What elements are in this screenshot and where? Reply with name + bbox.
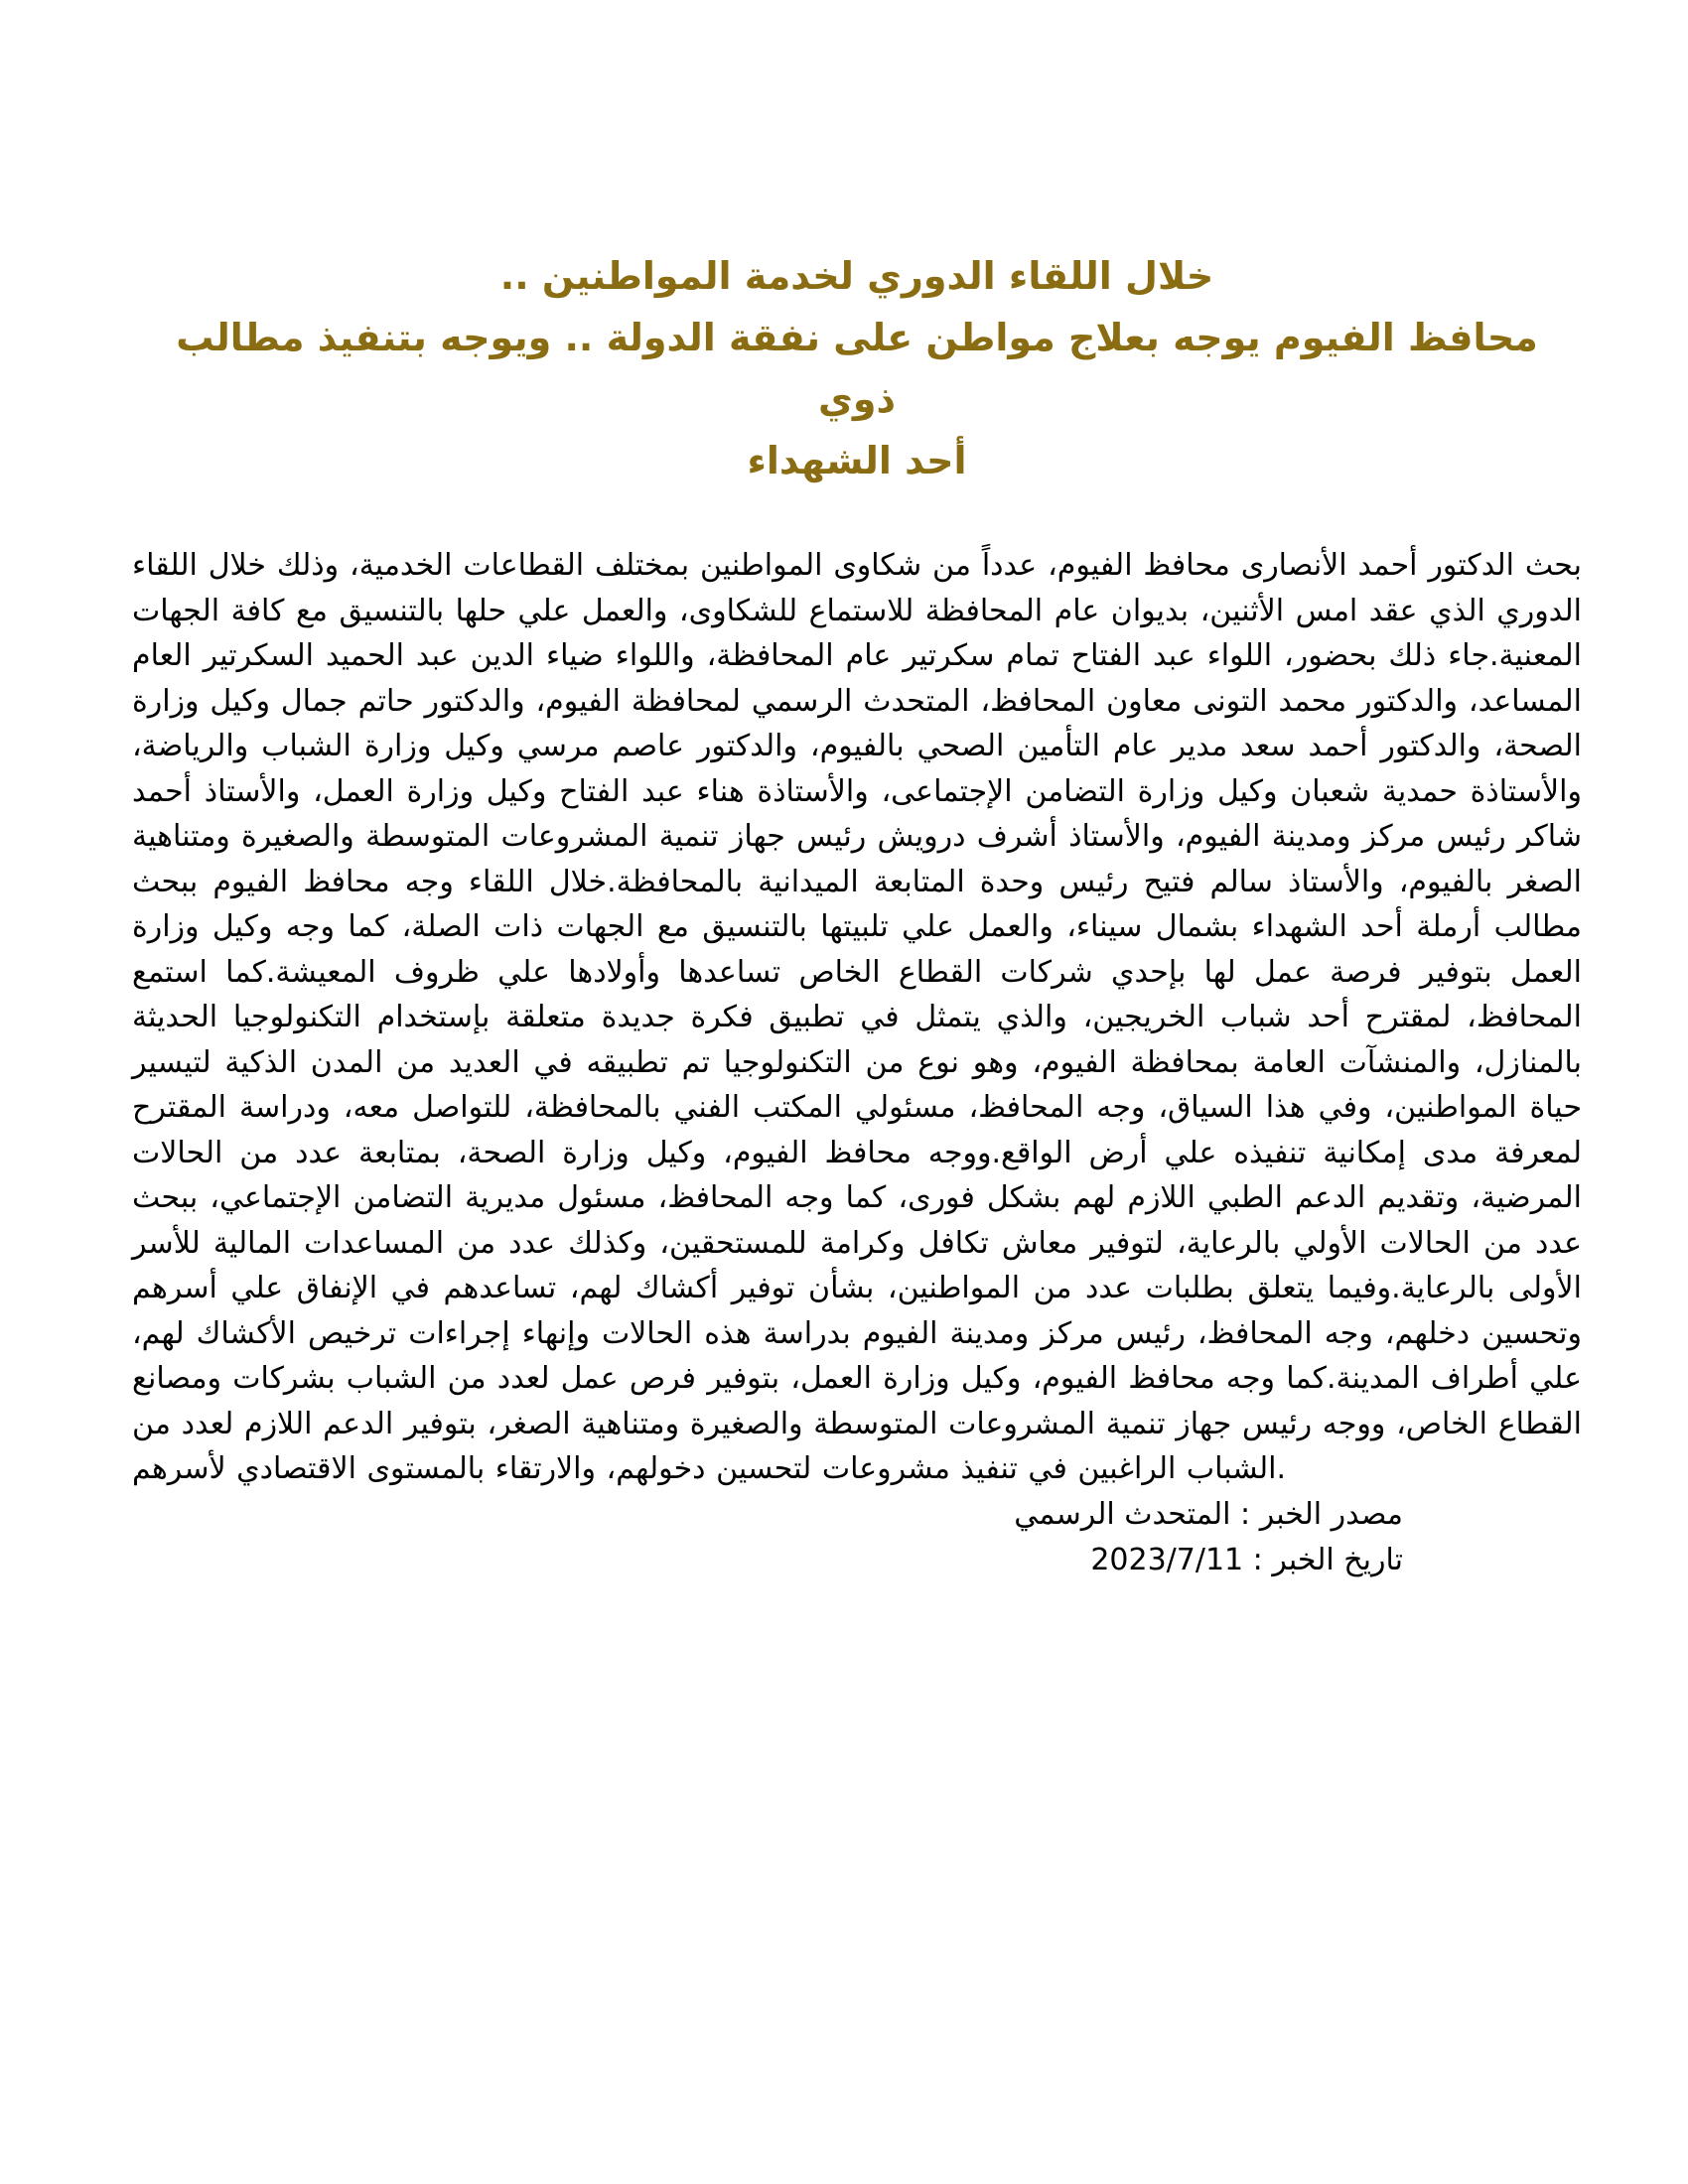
news-source-line: مصدر الخبر : المتحدث الرسمي [1014, 1496, 1403, 1532]
news-date-line: تاريخ الخبر : 2023/7/11 [1090, 1542, 1403, 1577]
article-body: بحث الدكتور أحمد الأنصارى محافظ الفيوم، عدداً من شكاوى المواطنين بمختلف القطاعات الخدمية، وذلك خلال اللقاء الدوري الذي عقد امس الأثنين، بديوان عام المحافظة للاستماع للشكاوى، والعمل علي حلها بالتنسيق مع كافة الجهات المعنية.جاء ذلك بحضور، اللواء عبد الفتاح تمام سكرتير عام المحافظة، واللواء ضياء الدين عبد الحميد السكرتير العام المساعد، والدكتور محمد التونى معاون المحافظ، المتحدث الرسمي لمحافظة الفيوم، والدكتور حاتم جمال وكيل وزارة الصحة، والدكتور أحمد سعد مدير عام التأمين الصحي بالفيوم، والدكتور عاصم مرسي وكيل وزارة الشباب والرياضة، والأستاذة حمدية شعبان وكيل وزارة التضامن الإجتماعى، والأستاذة هناء عبد الفتاح وكيل وزارة العمل، والأستاذ أحمد شاكر رئيس مركز ومدينة الفيوم، والأستاذ أشرف درويش رئيس جهاز تنمية المشروعات المتوسطة والصغيرة ومتناهية الصغر بالفيوم، والأستاذ سالم فتيح رئيس وحدة المتابعة الميدانية بالمحافظة.خلال اللقاء وجه محافظ الفيوم ببحث مطالب أرملة أحد الشهداء بشمال سيناء، والعمل علي تلبيتها بالتنسيق مع الجهات ذات الصلة، كما وجه وكيل وزارة العمل بتوفير فرصة عمل لها بإحدي شركات القطاع الخاص تساعدها وأولادها علي ظروف المعيشة.كما استمع المحافظ، لمقترح أحد شباب الخريجين، والذي يتمثل في تطبيق فكرة جديدة متعلقة بإستخدام التكنولوجيا الحديثة بالمنازل، والمنشآت العامة بمحافظة الفيوم، وهو نوع من التكنولوجيا تم تطبيقه في العديد من المدن الذكية لتيسير حياة المواطنين، وفي هذا السياق، وجه المحافظ، مسئولي المكتب الفني بالمحافظة، للتواصل معه، ودراسة المقترح لمعرفة مدى إمكانية تنفيذه علي أرض الواقع.ووجه محافظ الفيوم، وكيل وزارة الصحة، بمتابعة عدد من الحالات المرضية، وتقديم الدعم الطبي اللازم لهم بشكل فورى، كما وجه المحافظ، مسئول مديرية التضامن الإجتماعي، ببحث عدد من الحالات الأولي بالرعاية، لتوفير معاش تكافل وكرامة للمستحقين، وكذلك عدد من المساعدات المالية للأسر الأولى بالرعاية.وفيما يتعلق بطلبات عدد من المواطنين، بشأن توفير أكشاك لهم، تساعدهم في الإنفاق علي أسرهم وتحسين دخلهم، وجه المحافظ، رئيس مركز ومدينة الفيوم بدراسة هذه الحالات وإنهاء إجراءات ترخيص الأكشاك لهم، علي أطراف المدينة.كما وجه محافظ الفيوم، وكيل وزارة العمل، بتوفير فرص عمل لعدد من الشباب بشركات ومصانع القطاع الخاص، ووجه رئيس جهاز تنمية المشروعات المتوسطة والصغيرة ومتناهية الصغر، بتوفير الدعم اللازم لعدد من الشباب الراغبين في تنفيذ مشروعات لتحسين دخولهم، والارتقاء بالمستوى الاقتصادي لأسرهم. [132, 548, 1582, 1486]
article-footer [132, 1492, 1403, 1583]
title-line-1: خلال اللقاء الدوري لخدمة المواطنين .. [499, 254, 1214, 298]
article-title [132, 245, 1582, 491]
title-line-2: محافظ الفيوم يوجه بعلاج مواطن على نفقة الدولة .. ويوجه بتنفيذ مطالب ذوي [176, 316, 1538, 421]
title-line-3: أحد الشهداء [747, 439, 967, 482]
